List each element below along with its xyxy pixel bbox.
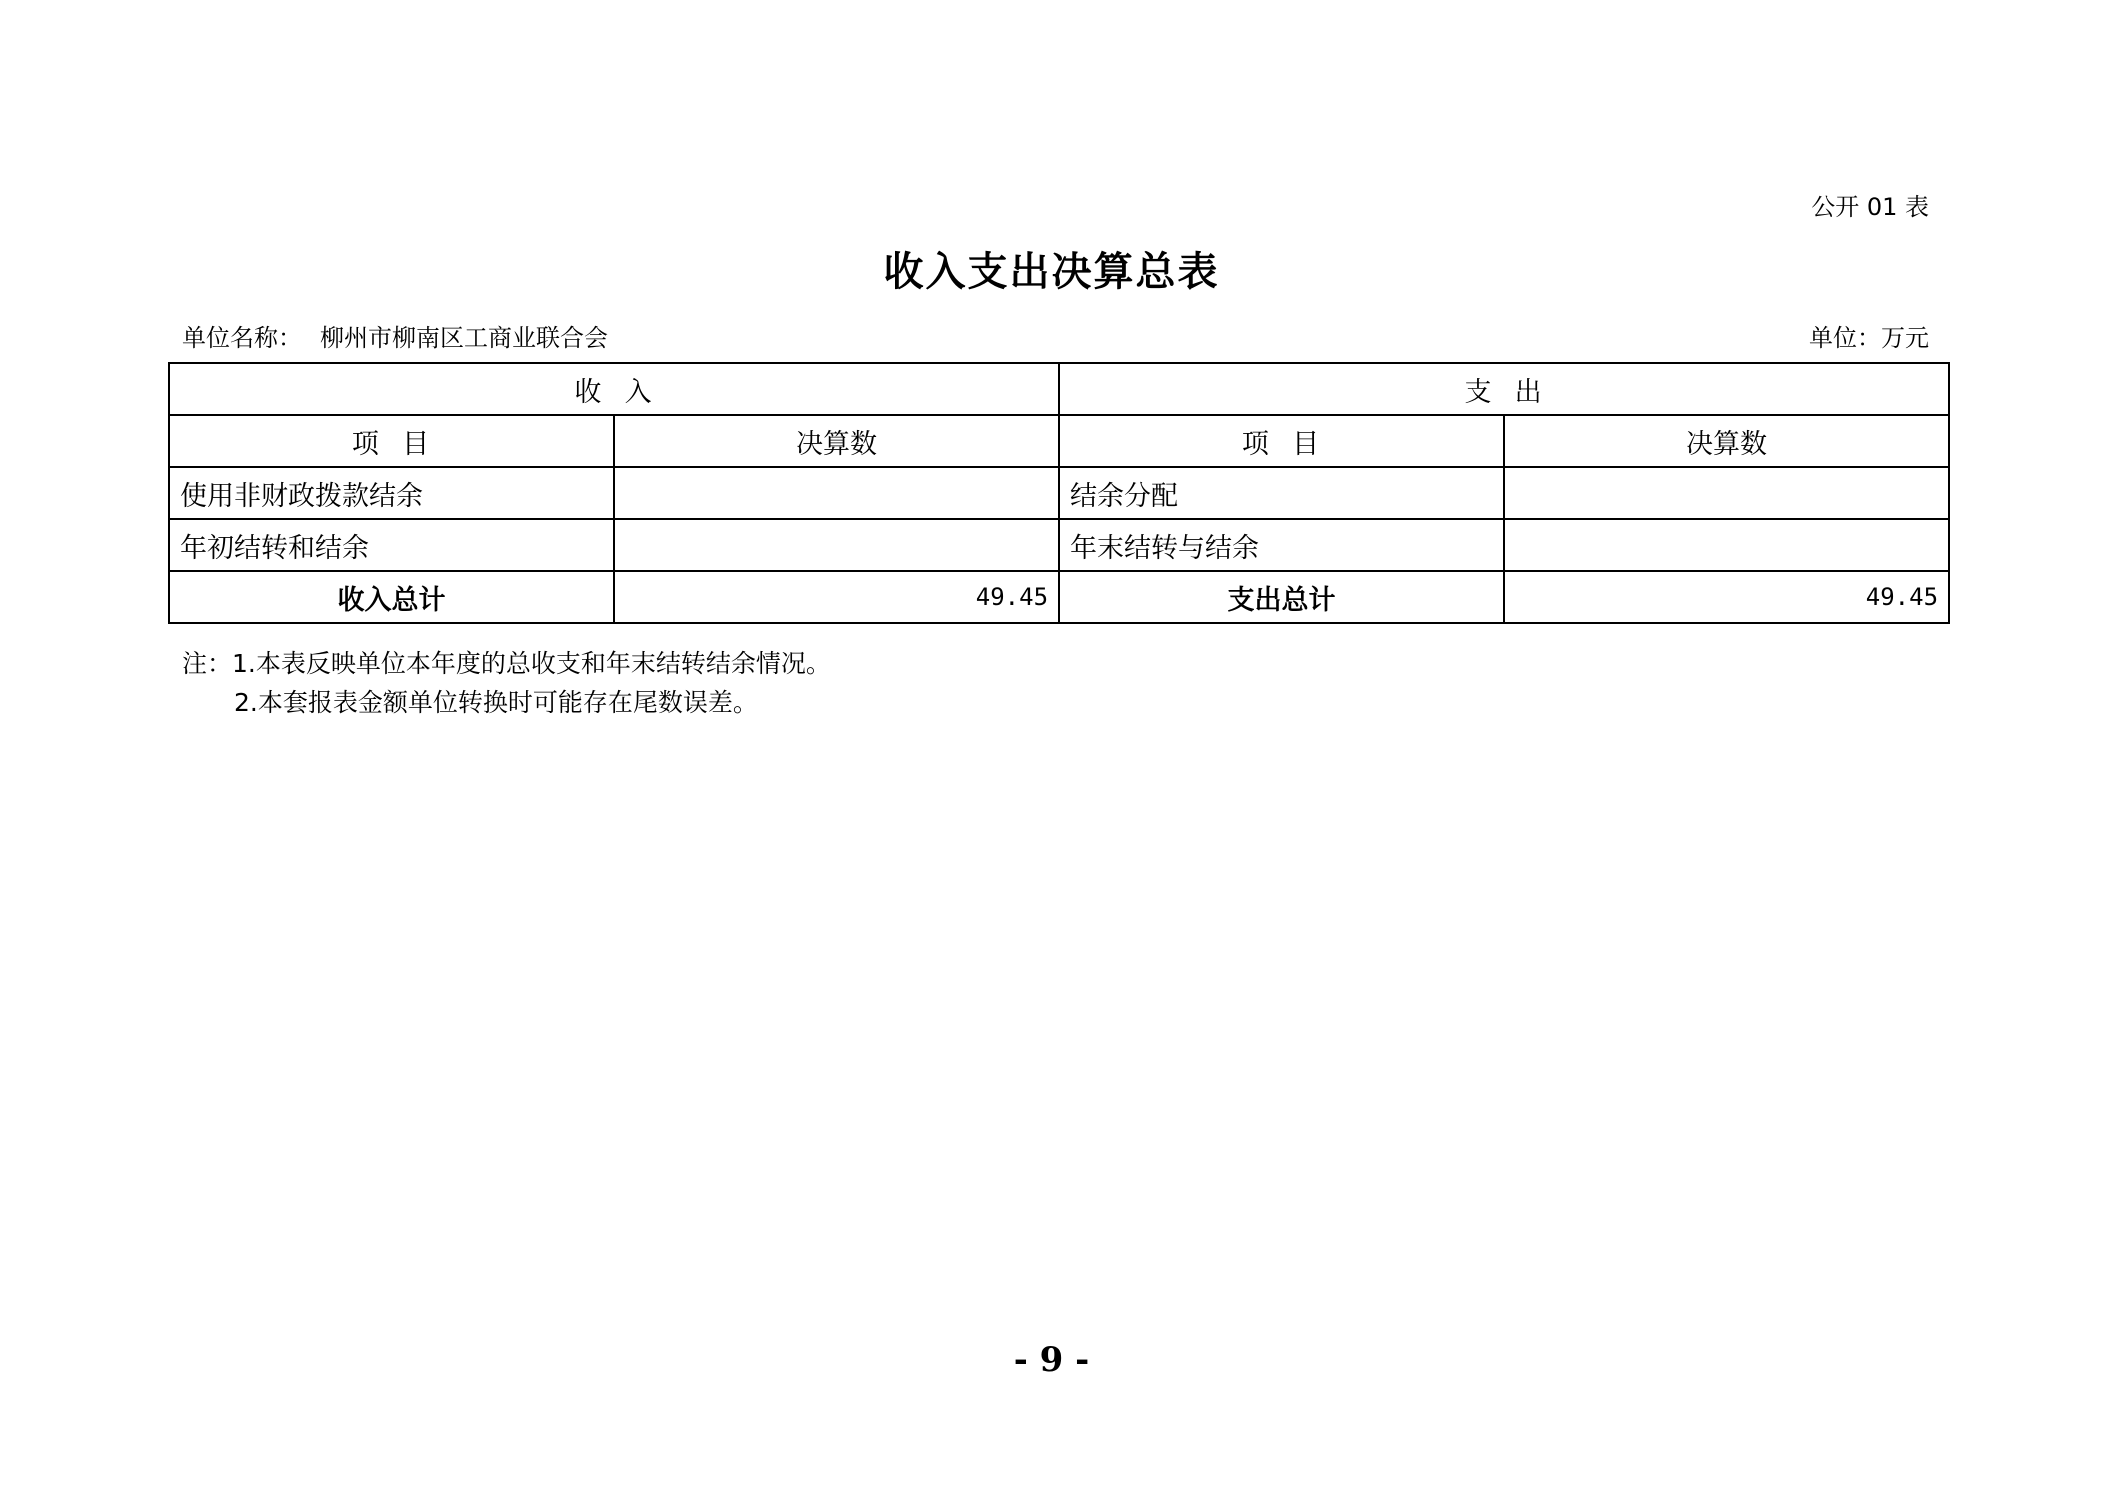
page-title: 收入支出决算总表 [883, 248, 1220, 295]
meta-row [182, 318, 1929, 353]
income-total-amount: 49.45 [614, 571, 1059, 623]
income-item-cell: 使用非财政拨款结余 [169, 467, 614, 519]
form-code: 公开 01 表 [1811, 193, 1929, 221]
income-item-header: 项 目 [169, 415, 614, 467]
expense-section-header: 支 出 [1059, 363, 1949, 415]
income-amount-cell [614, 519, 1059, 571]
expense-item-header: 项 目 [1059, 415, 1504, 467]
note-line: 注：1.本表反映单位本年度的总收支和年末结转结余情况。 [182, 649, 831, 678]
expense-amount-cell [1504, 467, 1949, 519]
table-row [169, 519, 1949, 571]
income-item-cell: 年初结转和结余 [169, 519, 614, 571]
income-amount-header: 决算数 [614, 415, 1059, 467]
expense-item-cell: 结余分配 [1059, 467, 1504, 519]
income-section-header: 收 入 [169, 363, 1059, 415]
expense-total-amount: 49.45 [1504, 571, 1949, 623]
expense-amount-header: 决算数 [1504, 415, 1949, 467]
notes [182, 644, 831, 722]
unit-name-label: 单位名称： [182, 324, 302, 352]
total-row [169, 571, 1949, 623]
expense-amount-cell [1504, 519, 1949, 571]
summary-table [168, 362, 1950, 624]
unit-name [182, 318, 608, 353]
expense-item-cell: 年末结转与结余 [1059, 519, 1504, 571]
page-number: - 9 - [1013, 1340, 1090, 1380]
currency-unit: 单位：万元 [1809, 324, 1929, 352]
table-row [169, 467, 1949, 519]
note-line: 2.本套报表金额单位转换时可能存在尾数误差。 [234, 688, 758, 717]
income-total-label: 收入总计 [169, 571, 614, 623]
section-header-row [169, 363, 1949, 415]
expense-total-label: 支出总计 [1059, 571, 1504, 623]
unit-name-value: 柳州市柳南区工商业联合会 [320, 324, 608, 352]
income-amount-cell [614, 467, 1059, 519]
column-header-row [169, 415, 1949, 467]
